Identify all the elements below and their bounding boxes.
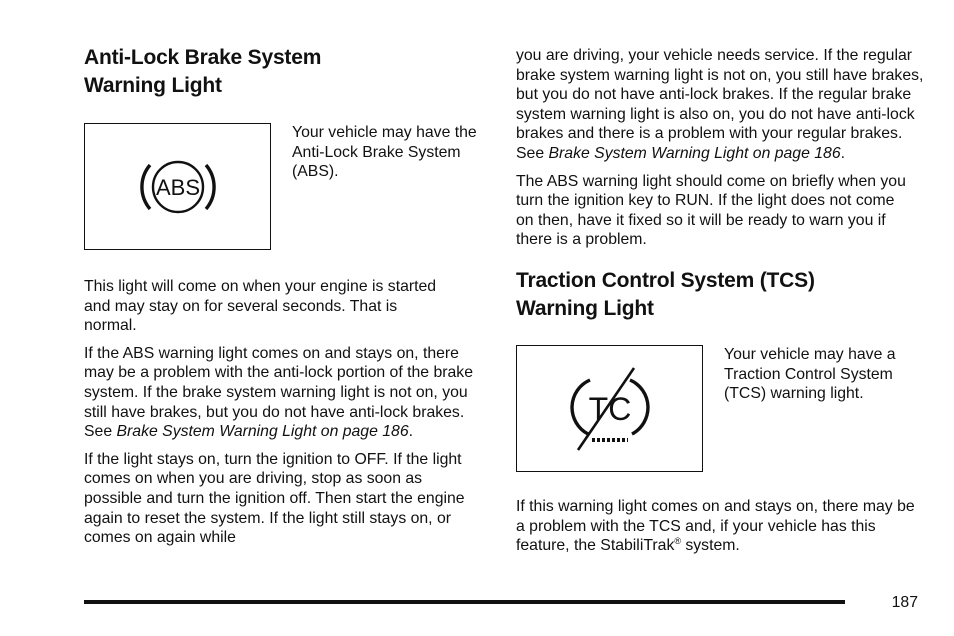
- abs-heading-line1: Anti-Lock Brake System: [84, 46, 322, 69]
- left-column: [84, 44, 484, 548]
- abs-icon-box: [84, 123, 271, 250]
- footer-rule: [84, 600, 845, 604]
- abs-brake-reference-2: Brake System Warning Light on page 186: [548, 144, 841, 162]
- abs-warning-icon: [138, 155, 218, 219]
- registered-mark: ®: [674, 536, 681, 547]
- tcs-figure: [516, 345, 926, 472]
- abs-paragraph-4-text: you are driving, your vehicle needs service. If the regular brake system warning light is not on, you still have brakes, but you do not have anti-lock brakes. If the regular brake system warning light is also on, you do not have anti-lock brakes and there is a problem with your regular brakes. See: [516, 47, 924, 162]
- abs-paragraph-3: If the light stays on, turn the ignition to OFF. If the light comes on when you are driving, stop as soon as possible and turn the ignition off. Then start the engine again to reset the system. If the light still stays on, or comes on again while: [84, 450, 465, 547]
- abs-paragraph-2-end: .: [408, 423, 414, 441]
- abs-paragraph-5: The ABS warning light should come on briefly when you turn the ignition key to RUN. If the light does not come on then, have it fixed so it will be ready to warn you if there is a problem.: [516, 172, 906, 249]
- tcs-paragraph-1-text: If this warning light comes on and stays on, there may be a problem with the TCS and, if your vehicle has this feature, the StabiliTrak: [516, 497, 915, 555]
- page-number: 187: [891, 594, 918, 611]
- abs-heading: [84, 44, 484, 100]
- abs-brake-reference: Brake System Warning Light on page 186: [116, 423, 409, 441]
- abs-paragraph-4: [516, 46, 924, 164]
- tcs-heading: [516, 267, 926, 323]
- tcs-paragraph-1: [516, 497, 916, 556]
- tcs-icon-box: [516, 345, 703, 472]
- abs-paragraph-1: This light will come on when your engine is started and may stay on for several seconds. That is normal.: [84, 278, 437, 335]
- abs-paragraph-2: [84, 344, 479, 442]
- abs-paragraph-2-text: If the ABS warning light comes on and stays on, there may be a problem with the anti-lock portion of the brake system. If the brake system warning light is not on, you still have brakes, but you do not have anti-lock brakes. See: [84, 344, 473, 441]
- tcs-heading-line1: Traction Control System (TCS): [516, 268, 815, 292]
- right-column: [516, 46, 926, 556]
- tcs-paragraph-1-end: system.: [680, 537, 740, 555]
- abs-caption: Your vehicle may have the Anti-Lock Brake System (ABS).: [292, 124, 477, 181]
- tcs-warning-icon: [570, 362, 650, 454]
- tcs-icon-text: TC: [588, 391, 631, 428]
- abs-heading-line2: Warning Light: [84, 74, 222, 97]
- tcs-heading-line2: Warning Light: [516, 296, 654, 320]
- tcs-caption: Your vehicle may have a Traction Control System (TCS) warning light.: [724, 345, 896, 403]
- abs-paragraph-4-end: .: [840, 144, 846, 162]
- abs-figure: [84, 123, 484, 250]
- abs-icon-text: ABS: [155, 174, 200, 200]
